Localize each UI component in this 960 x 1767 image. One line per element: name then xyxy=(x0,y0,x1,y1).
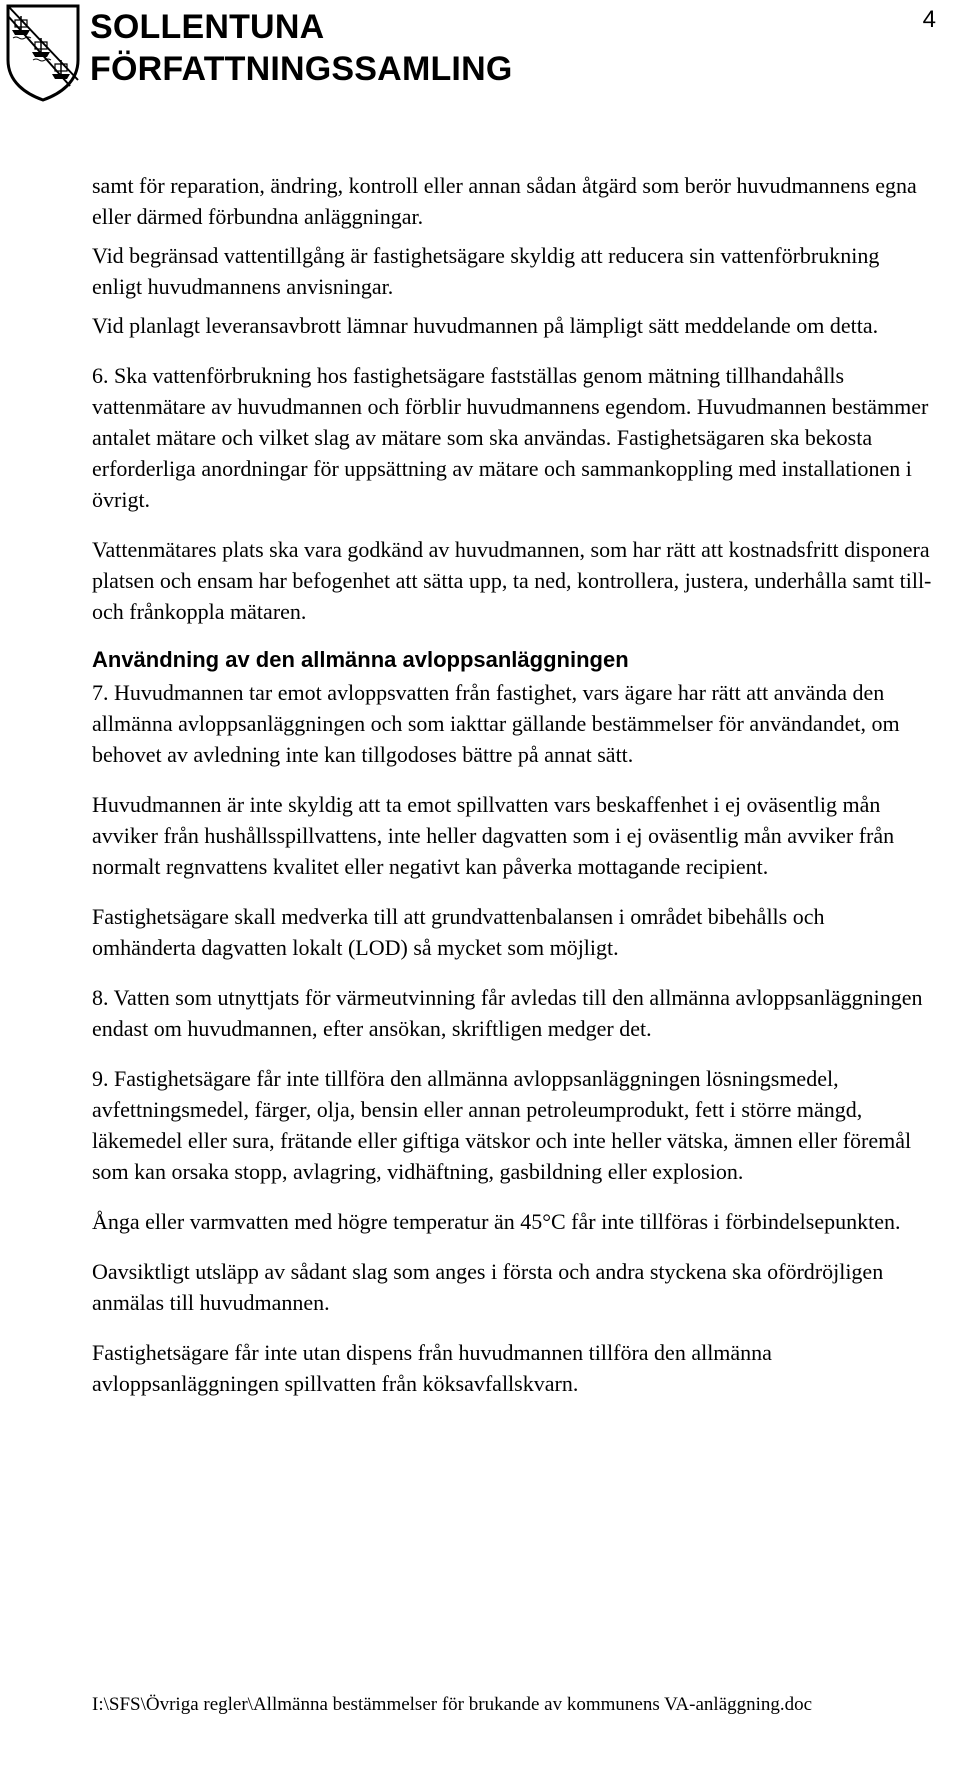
publication-title xyxy=(90,6,512,90)
title-line-2: FÖRFATTNINGSSAMLING xyxy=(90,50,513,88)
paragraph-section-7: 7. Huvudmannen tar emot avloppsvatten från fastighet, vars ägare har rätt att använda den allmänna avloppsanläggningen och som iakttar gällande bestämmelser för användandet, om behovet av avledning inte kan tillgodoses bättre på annat sätt. xyxy=(92,680,900,767)
document-body xyxy=(92,170,932,1418)
page-number: 4 xyxy=(922,6,936,33)
paragraph-section-8: 8. Vatten som utnyttjats för värmeutvinning får avledas till den allmänna avloppsanläggningen endast om huvudmannen, efter ansökan, skriftligen medger det. xyxy=(92,985,923,1041)
paragraph-section-9: 9. Fastighetsägare får inte tillföra den allmänna avloppsanläggningen lösningsmedel, avfettningsmedel, färger, olja, bensin eller annan petroleumprodukt, fett i större mängd, läkemedel eller sura, frätande eller giftiga vätskor och inte heller vätska, ämnen eller föremål som kan orsaka stopp, avlagring, vidhäftning, gasbildning eller explosion. xyxy=(92,1066,912,1184)
paragraph: Oavsiktligt utsläpp av sådant slag som anges i första och andra styckena ska ofördröjligen anmälas till huvudmannen. xyxy=(92,1259,884,1315)
municipal-crest-icon xyxy=(4,2,82,102)
page-header xyxy=(0,0,960,110)
paragraph: Ånga eller varmvatten med högre temperatur än 45°C får inte tillföras i förbindelsepunkten. xyxy=(92,1209,901,1234)
paragraph: Vid begränsad vattentillgång är fastighetsägare skyldig att reducera sin vattenförbrukning enligt huvudmannens anvisningar. xyxy=(92,243,880,299)
paragraph: Fastighetsägare får inte utan dispens från huvudmannen tillföra den allmänna avloppsanläggningen spillvatten från köksavfallskvarn. xyxy=(92,1340,772,1396)
paragraph: Huvudmannen är inte skyldig att ta emot spillvatten vars beskaffenhet i ej oväsentlig mån avviker från hushållsspillvattens, inte heller dagvatten som i ej oväsentlig mån avviker från normalt regnvattens kvalitet eller negativt kan påverka mottagande recipient. xyxy=(92,792,895,879)
file-path-footer: I:\SFS\Övriga regler\Allmänna bestämmelser för brukande av kommunens VA-anläggning.doc xyxy=(92,1694,813,1715)
paragraph: Vid planlagt leveransavbrott lämnar huvudmannen på lämpligt sätt meddelande om detta. xyxy=(92,313,879,338)
title-line-1: SOLLENTUNA xyxy=(90,8,325,46)
paragraph: Fastighetsägare skall medverka till att grundvattenbalansen i området bibehålls och omhänderta dagvatten lokalt (LOD) så mycket som möjligt. xyxy=(92,904,825,960)
paragraph: samt för reparation, ändring, kontroll eller annan sådan åtgärd som berör huvudmannens egna eller därmed förbundna anläggningar. xyxy=(92,173,917,229)
paragraph-section-6: 6. Ska vattenförbrukning hos fastighetsägare fastställas genom mätning tillhandahålls vattenmätare av huvudmannen och förblir huvudmannens egendom. Huvudmannen bestämmer antalet mätare och vilket slag av mätare som ska användas. Fastighetsägaren ska bekosta erforderliga anordningar för uppsättning av mätare och sammankoppling med installationen i övrigt. xyxy=(92,363,929,512)
paragraph: Vattenmätares plats ska vara godkänd av huvudmannen, som har rätt att kostnadsfritt disponera platsen och ensam har befogenhet att sätta upp, ta ned, kontrollera, justera, underhålla samt till- och frånkoppla mätaren. xyxy=(92,537,932,624)
section-heading: Användning av den allmänna avloppsanläggningen xyxy=(92,647,629,672)
